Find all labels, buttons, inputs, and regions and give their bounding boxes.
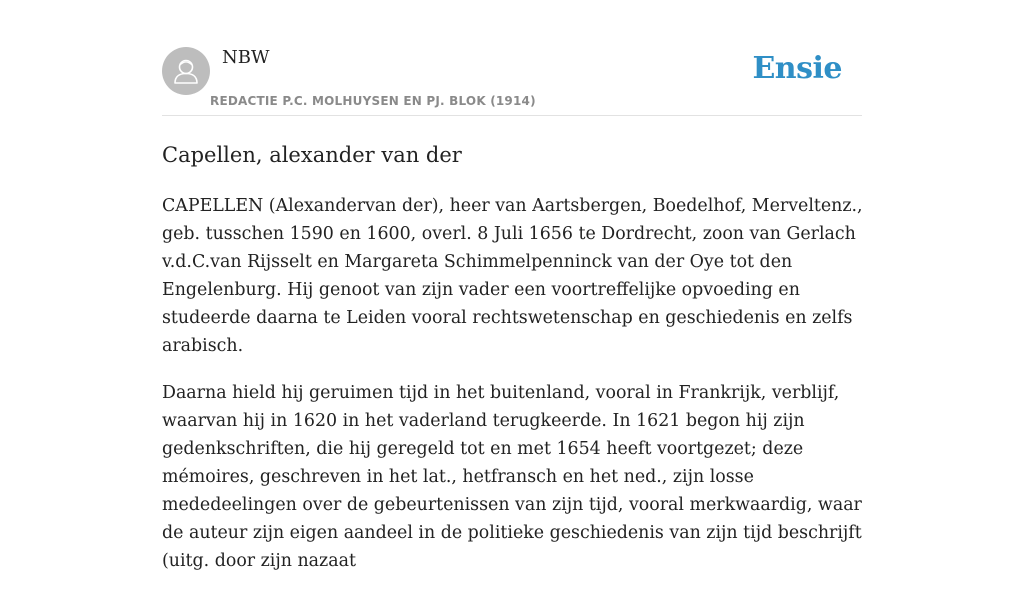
user-silhouette-icon [162,47,210,95]
article-title: Capellen, alexander van der [162,143,462,167]
article-paragraph: CAPELLEN (Alexandervan der), heer van Aartsbergen, Boedelhof, Merveltenz., geb. tusschen 1590 en 1600, overl. 8 Juli 1656 te Dordrecht, zoon van Gerlach v.d.C.van Rijsselt en Margareta Schimmelpenninck van der Oye tot den Engelenburg. Hij genoot van zijn vader een voortreffelijke opvoeding en studeerde daarna te Leiden vooral rechtswetenschap en geschiedenis en zelfs arabisch. [162,196,863,356]
article-body [162,192,870,594]
avatar[interactable] [162,47,210,95]
source-header [162,0,862,116]
brand-logo[interactable]: Ensie [752,51,842,86]
source-name[interactable]: NBW [222,47,270,68]
article-paragraph: Daarna hield hij geruimen tijd in het buitenland, vooral in Frankrijk, verblijf, waarvan hij in 1620 in het vaderland terugkeerde. In 1621 begon hij zijn gedenkschriften, die hij geregeld tot en met 1654 heeft voortgezet; deze mémoires, geschreven in het lat., hetfransch en het ned., zijn losse mededeelingen over de gebeurtenissen van zijn tijd, vooral merkwaardig, waar de auteur zijn eigen aandeel in de politieke geschiedenis van zijn tijd beschrijft (uitg. door zijn nazaat [162,383,862,571]
source-subtitle: REDACTIE P.C. MOLHUYSEN EN PJ. BLOK (1914) [210,94,536,108]
